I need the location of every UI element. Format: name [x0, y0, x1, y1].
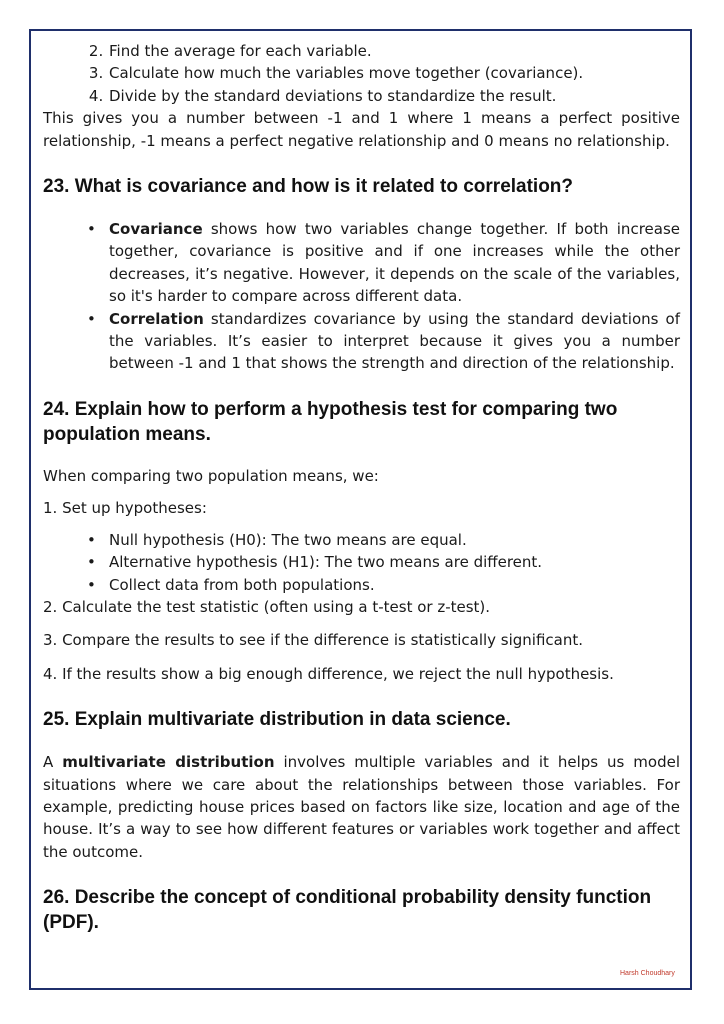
definition: standardizes covariance by using the standard deviations of the variables. It’s easier to interpret because it gives you a number between -1 and 1 that shows the strength and direction of the relationship.: [109, 309, 680, 373]
list-item: • Alternative hypothesis (H1): The two means are different.: [109, 551, 680, 573]
list-item: [109, 218, 680, 308]
list-item: [109, 308, 680, 375]
q24-bullets: [43, 529, 680, 596]
list-item: 2. Find the average for each variable.: [108, 40, 680, 62]
heading-q24: 24. Explain how to perform a hypothesis test for comparing two population means.: [43, 398, 618, 445]
q24-step-1: 1. Set up hypotheses:: [43, 499, 207, 518]
intro-steps-list: [43, 40, 680, 107]
term: Covariance: [109, 220, 203, 239]
q23-bullets: [43, 218, 680, 375]
lead-text: A: [43, 753, 63, 772]
author-footer: Harsh Choudhary: [620, 970, 675, 977]
heading-q25: 25. Explain multivariate distribution in data science.: [43, 709, 511, 731]
heading-q26: 26. Describe the concept of conditional probability density function (PDF).: [43, 887, 652, 934]
q25-paragraph: [43, 751, 680, 863]
q24-step-2: 2. Calculate the test statistic (often using a t-test or z-test).: [43, 597, 491, 616]
term: multivariate distribution: [62, 753, 275, 772]
q24-step-4: 4. If the results show a big enough difference, we reject the null hypothesis.: [43, 664, 614, 683]
intro-summary: This gives you a number between -1 and 1 where 1 means a perfect positive relationship, -1 means a perfect negative relationship and 0 means no relationship.: [43, 109, 680, 150]
term: Correlation: [109, 309, 204, 328]
q24-step-3: 3. Compare the results to see if the difference is statistically significant.: [43, 631, 584, 650]
list-item: • Collect data from both populations.: [109, 574, 680, 596]
definition: shows how two variables change together. If both increase together, covariance is positive and if one increases while the other decreases, it’s negative. However, it depends on the scale of the variables, so it's harder to compare across different data.: [109, 220, 680, 306]
list-item: 3. Calculate how much the variables move together (covariance).: [108, 62, 680, 84]
heading-q23: 23. What is covariance and how is it related to correlation?: [43, 176, 574, 198]
document-content: [43, 40, 680, 935]
definition: involves multiple variables and it helps us model situations where we care about the relationships between those variables. For example, predicting house prices based on factors like size, location and age of the house. It’s a way to see how different features or variables work together and affect the outcome.: [43, 753, 681, 861]
list-item: 4. Divide by the standard deviations to standardize the result.: [108, 85, 680, 107]
q24-lead: When comparing two population means, we:: [43, 466, 379, 485]
list-item: • Null hypothesis (H0): The two means are equal.: [109, 529, 680, 551]
